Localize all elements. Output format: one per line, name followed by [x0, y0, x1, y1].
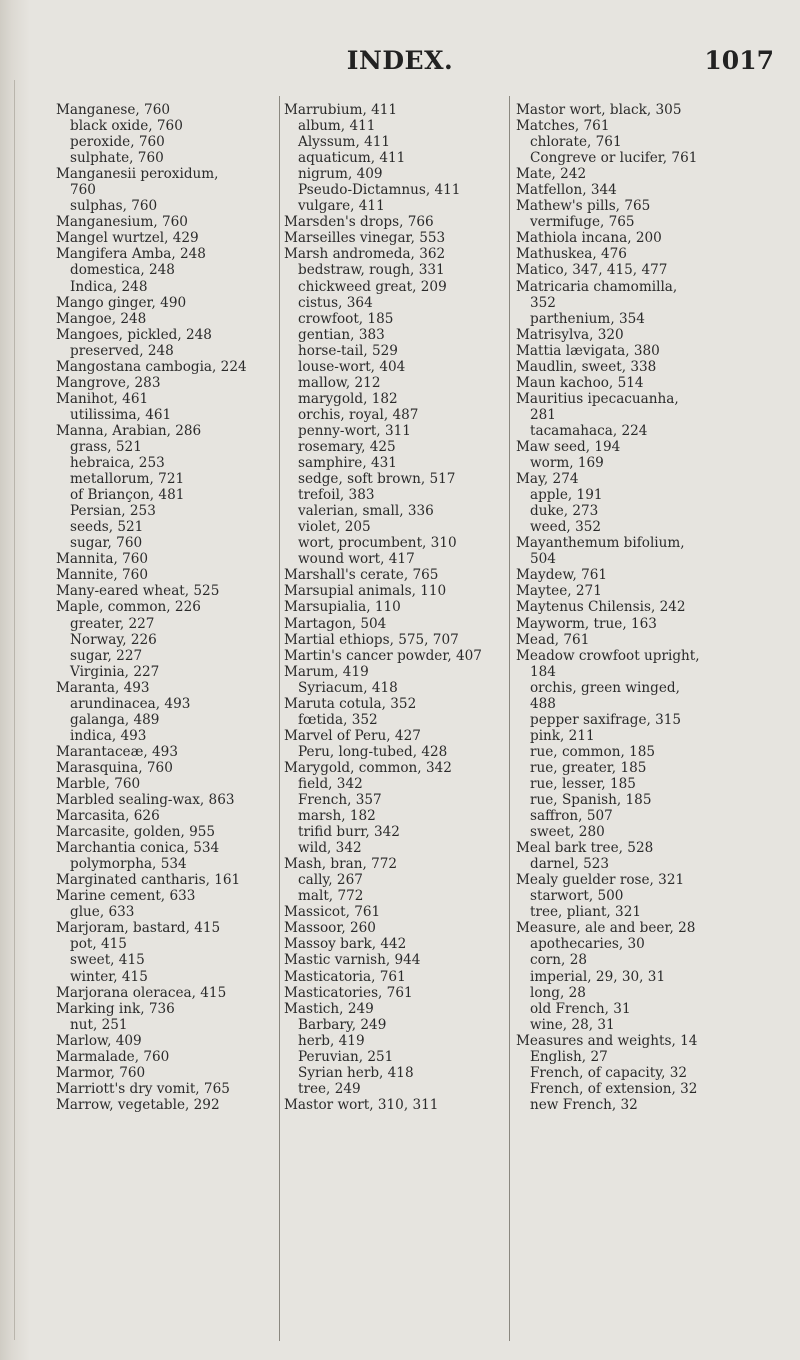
index-subentry: domestica, 248 — [70, 262, 175, 279]
index-entry: Marvel of Peru, 427 — [284, 727, 421, 744]
index-entry: Meadow crowfoot upright, — [516, 647, 700, 664]
index-entry: Matches, 761 — [516, 118, 610, 135]
index-subentry: English, 27 — [530, 1048, 608, 1065]
index-entry: Mastor wort, black, 305 — [516, 102, 682, 118]
index-subentry: violet, 205 — [298, 519, 371, 536]
index-entry: Mangifera Amba, 248 — [56, 246, 206, 263]
index-entry: Marcasita, 626 — [56, 808, 160, 825]
index-entry: Mangostana cambogia, 224 — [56, 358, 247, 375]
index-entry: Maple, common, 226 — [56, 599, 201, 616]
index-entry: Marine cement, 633 — [56, 888, 196, 905]
index-subentry: starwort, 500 — [530, 888, 624, 905]
index-entry: Mead, 761 — [516, 631, 590, 648]
index-entry: Marsupial animals, 110 — [284, 583, 447, 600]
index-subentry: trefoil, 383 — [298, 487, 375, 504]
index-entry: Mango ginger, 490 — [56, 294, 187, 311]
index-subentry: marygold, 182 — [298, 390, 398, 407]
index-entry: Maw seed, 194 — [516, 438, 621, 455]
index-entry: Manganesii peroxidum, — [56, 166, 219, 183]
index-entry: Marjoram, bastard, 415 — [56, 920, 221, 937]
index-subentry: black oxide, 760 — [70, 118, 183, 135]
index-subentry: nigrum, 409 — [298, 166, 383, 183]
index-entry: Massicot, 761 — [284, 904, 381, 921]
page-binding-edge — [0, 0, 30, 1360]
index-subentry: vermifuge, 765 — [530, 214, 635, 231]
index-subentry: seeds, 521 — [70, 519, 144, 536]
index-subentry: 504 — [530, 551, 556, 568]
index-entry: Martial ethiops, 575, 707 — [284, 631, 459, 648]
index-subentry: fœtida, 352 — [298, 711, 378, 728]
index-subentry: orchis, royal, 487 — [298, 406, 419, 423]
index-subentry: Alyssum, 411 — [298, 134, 391, 151]
index-subentry: indica, 493 — [70, 727, 147, 744]
index-entry: Mattia lævigata, 380 — [516, 342, 660, 359]
index-entry: Manna, Arabian, 286 — [56, 422, 202, 439]
index-subentry: Congreve or lucifer, 761 — [530, 150, 698, 167]
column-divider-right — [509, 96, 510, 1341]
index-subentry: imperial, 29, 30, 31 — [530, 968, 666, 985]
index-subentry: winter, 415 — [70, 968, 148, 985]
index-subentry: peroxide, 760 — [70, 134, 165, 151]
index-subentry: sugar, 760 — [70, 535, 143, 552]
index-subentry: Syriacum, 418 — [298, 679, 398, 696]
index-entry: Marum, 419 — [284, 663, 369, 680]
index-entry: Marsden's drops, 766 — [284, 214, 434, 231]
index-subentry: arundinacea, 493 — [70, 695, 191, 712]
index-subentry: 281 — [530, 406, 556, 423]
index-entry: Mastich, 249 — [284, 1000, 374, 1017]
index-subentry: penny-wort, 311 — [298, 422, 411, 439]
index-subentry: utilissima, 461 — [70, 406, 172, 423]
index-subentry: rue, Spanish, 185 — [530, 792, 652, 809]
index-subentry: marsh, 182 — [298, 808, 376, 825]
index-subentry: louse-wort, 404 — [298, 358, 406, 375]
index-entry: Maruta cotula, 352 — [284, 695, 417, 712]
index-subentry: herb, 419 — [298, 1032, 365, 1049]
index-entry: Marjorana oleracea, 415 — [56, 984, 227, 1001]
index-entry: Marsupialia, 110 — [284, 599, 401, 616]
index-entry: Mauritius ipecacuanha, — [516, 390, 679, 407]
index-subentry: apple, 191 — [530, 487, 603, 504]
index-entry: Marginated cantharis, 161 — [56, 872, 241, 889]
index-entry: Matfellon, 344 — [516, 182, 617, 199]
index-entry: Measure, ale and beer, 28 — [516, 920, 696, 937]
index-entry: Marchantia conica, 534 — [56, 840, 220, 857]
index-entry: Marbled sealing-wax, 863 — [56, 792, 235, 809]
index-subentry: apothecaries, 30 — [530, 936, 645, 953]
index-entry: Mate, 242 — [516, 166, 587, 183]
index-subentry: wine, 28, 31 — [530, 1016, 615, 1033]
index-subentry: worm, 169 — [530, 455, 604, 472]
index-subentry: pink, 211 — [530, 727, 595, 744]
index-subentry: orchis, green winged, — [530, 679, 680, 696]
index-subentry: Virginia, 227 — [70, 663, 160, 680]
index-subentry: Indica, 248 — [70, 278, 148, 295]
page-number: 1017 — [704, 46, 774, 75]
index-subentry: hebraica, 253 — [70, 455, 165, 472]
index-entry: Marsh andromeda, 362 — [284, 246, 446, 263]
index-subentry: rosemary, 425 — [298, 438, 396, 455]
index-entry: Matico, 347, 415, 477 — [516, 262, 668, 279]
page-header — [0, 46, 800, 86]
index-subentry: glue, 633 — [70, 904, 135, 921]
index-entry: May, 274 — [516, 471, 579, 488]
index-entry: Mealy guelder rose, 321 — [516, 872, 685, 889]
index-subentry: aquaticum, 411 — [298, 150, 406, 167]
index-subentry: crowfoot, 185 — [298, 310, 394, 327]
index-subentry: tree, pliant, 321 — [530, 904, 642, 921]
index-entry: Marking ink, 736 — [56, 1000, 175, 1017]
index-subentry: rue, greater, 185 — [530, 759, 647, 776]
index-subentry: Peru, long-tubed, 428 — [298, 743, 448, 760]
index-subentry: Barbary, 249 — [298, 1016, 387, 1033]
index-subentry: sedge, soft brown, 517 — [298, 471, 456, 488]
index-entry: Masticatories, 761 — [284, 984, 413, 1001]
index-subentry: gentian, 383 — [298, 326, 385, 343]
index-subentry: galanga, 489 — [70, 711, 160, 728]
index-subentry: wound wort, 417 — [298, 551, 415, 568]
index-entry: Marygold, common, 342 — [284, 759, 452, 776]
index-subentry: corn, 28 — [530, 952, 587, 969]
index-entry: Maun kachoo, 514 — [516, 374, 644, 391]
index-entry: Marantaceæ, 493 — [56, 743, 178, 760]
index-subentry: Syrian herb, 418 — [298, 1064, 414, 1081]
index-subentry: album, 411 — [298, 118, 376, 135]
index-entry: Maranta, 493 — [56, 679, 150, 696]
index-subentry: pepper saxifrage, 315 — [530, 711, 682, 728]
index-subentry: Pseudo-Dictamnus, 411 — [298, 182, 461, 199]
index-subentry: greater, 227 — [70, 615, 155, 632]
index-entry: Maytenus Chilensis, 242 — [516, 599, 686, 616]
index-subentry: trifid burr, 342 — [298, 824, 400, 841]
index-subentry: duke, 273 — [530, 503, 599, 520]
index-subentry: parthenium, 354 — [530, 310, 645, 327]
index-column-2 — [284, 102, 482, 1113]
index-subentry: preserved, 248 — [70, 342, 174, 359]
index-entry: Mayworm, true, 163 — [516, 615, 657, 632]
index-subentry: polymorpha, 534 — [70, 856, 187, 873]
index-subentry: pot, 415 — [70, 936, 127, 953]
index-entry: Marrow, vegetable, 292 — [56, 1096, 220, 1113]
index-subentry: French, of extension, 32 — [530, 1080, 698, 1097]
index-entry: Marmalade, 760 — [56, 1048, 170, 1065]
index-subentry: sugar, 227 — [70, 647, 143, 664]
index-subentry: mallow, 212 — [298, 374, 381, 391]
index-subentry: wild, 342 — [298, 840, 362, 857]
index-entry: Mayanthemum bifolium, — [516, 535, 685, 552]
index-entry: Marcasite, golden, 955 — [56, 824, 216, 841]
index-subentry: samphire, 431 — [298, 455, 397, 472]
index-subentry: 184 — [530, 663, 556, 680]
index-subentry: field, 342 — [298, 775, 363, 792]
index-subentry: Norway, 226 — [70, 631, 157, 648]
index-subentry: 760 — [70, 182, 96, 199]
index-entry: Maytee, 271 — [516, 583, 602, 600]
index-entry: Marble, 760 — [56, 775, 141, 792]
index-subentry: cally, 267 — [298, 872, 363, 889]
index-entry: Marriott's dry vomit, 765 — [56, 1080, 230, 1097]
index-subentry: valerian, small, 336 — [298, 503, 434, 520]
index-subentry: sulphas, 760 — [70, 198, 158, 215]
index-subentry: saffron, 507 — [530, 808, 613, 825]
index-entry: Mathiola incana, 200 — [516, 230, 662, 247]
index-entry: Marlow, 409 — [56, 1032, 142, 1049]
index-entry: Massoy bark, 442 — [284, 936, 407, 953]
index-entry: Marseilles vinegar, 553 — [284, 230, 446, 247]
index-subentry: horse-tail, 529 — [298, 342, 398, 359]
index-entry: Martagon, 504 — [284, 615, 387, 632]
index-subentry: 488 — [530, 695, 556, 712]
index-subentry: weed, 352 — [530, 519, 602, 536]
index-subentry: rue, common, 185 — [530, 743, 656, 760]
index-entry: Mathuskea, 476 — [516, 246, 627, 263]
index-subentry: long, 28 — [530, 984, 586, 1001]
index-entry: Manganesium, 760 — [56, 214, 188, 231]
index-entry: Measures and weights, 14 — [516, 1032, 698, 1049]
index-subentry: darnel, 523 — [530, 856, 610, 873]
index-entry: Manganese, 760 — [56, 102, 170, 118]
index-entry: Maudlin, sweet, 338 — [516, 358, 657, 375]
index-entry: Mastic varnish, 944 — [284, 952, 421, 969]
index-subentry: grass, 521 — [70, 438, 142, 455]
index-entry: Mannite, 760 — [56, 567, 148, 584]
index-subentry: sulphate, 760 — [70, 150, 164, 167]
index-entry: Marasquina, 760 — [56, 759, 173, 776]
index-subentry: bedstraw, rough, 331 — [298, 262, 445, 279]
index-entry: Massoor, 260 — [284, 920, 376, 937]
index-subentry: sweet, 280 — [530, 824, 605, 841]
index-subentry: Persian, 253 — [70, 503, 156, 520]
index-subentry: malt, 772 — [298, 888, 364, 905]
index-entry: Marshall's cerate, 765 — [284, 567, 439, 584]
index-entry: Marrubium, 411 — [284, 102, 398, 118]
index-entry: Mangel wurtzel, 429 — [56, 230, 199, 247]
index-entry: Mangrove, 283 — [56, 374, 161, 391]
index-entry: Mangoes, pickled, 248 — [56, 326, 212, 343]
index-entry: Mastor wort, 310, 311 — [284, 1096, 439, 1113]
index-subentry: tree, 249 — [298, 1080, 361, 1097]
index-subentry: vulgare, 411 — [298, 198, 385, 215]
index-subentry: nut, 251 — [70, 1016, 128, 1033]
index-entry: Martin's cancer powder, 407 — [284, 647, 482, 664]
index-entry: Mathew's pills, 765 — [516, 198, 651, 215]
index-entry: Matrisylva, 320 — [516, 326, 624, 343]
index-entry: Maydew, 761 — [516, 567, 608, 584]
index-entry: Manihot, 461 — [56, 390, 149, 407]
page-title: INDEX. — [346, 46, 454, 75]
index-subentry: Peruvian, 251 — [298, 1048, 394, 1065]
index-subentry: new French, 32 — [530, 1096, 638, 1113]
index-column-3 — [516, 102, 700, 1113]
index-entry: Meal bark tree, 528 — [516, 840, 654, 857]
index-subentry: rue, lesser, 185 — [530, 775, 636, 792]
index-entry: Mash, bran, 772 — [284, 856, 398, 873]
column-divider-left — [279, 96, 280, 1341]
binding-fold-line — [14, 80, 15, 1340]
index-column-1 — [56, 102, 247, 1113]
index-subentry: sweet, 415 — [70, 952, 145, 969]
index-subentry: tacamahaca, 224 — [530, 422, 648, 439]
index-subentry: old French, 31 — [530, 1000, 631, 1017]
index-subentry: wort, procumbent, 310 — [298, 535, 457, 552]
index-subentry: chlorate, 761 — [530, 134, 622, 151]
index-subentry: of Briançon, 481 — [70, 487, 185, 504]
index-entry: Masticatoria, 761 — [284, 968, 406, 985]
index-entry: Marmor, 760 — [56, 1064, 146, 1081]
index-subentry: French, 357 — [298, 792, 382, 809]
index-subentry: French, of capacity, 32 — [530, 1064, 688, 1081]
index-entry: Mangoe, 248 — [56, 310, 147, 327]
index-entry: Mannita, 760 — [56, 551, 149, 568]
index-subentry: chickweed great, 209 — [298, 278, 447, 295]
index-entry: Matricaria chamomilla, — [516, 278, 678, 295]
index-subentry: 352 — [530, 294, 556, 311]
index-subentry: cistus, 364 — [298, 294, 373, 311]
index-subentry: metallorum, 721 — [70, 471, 185, 488]
index-entry: Many-eared wheat, 525 — [56, 583, 220, 600]
